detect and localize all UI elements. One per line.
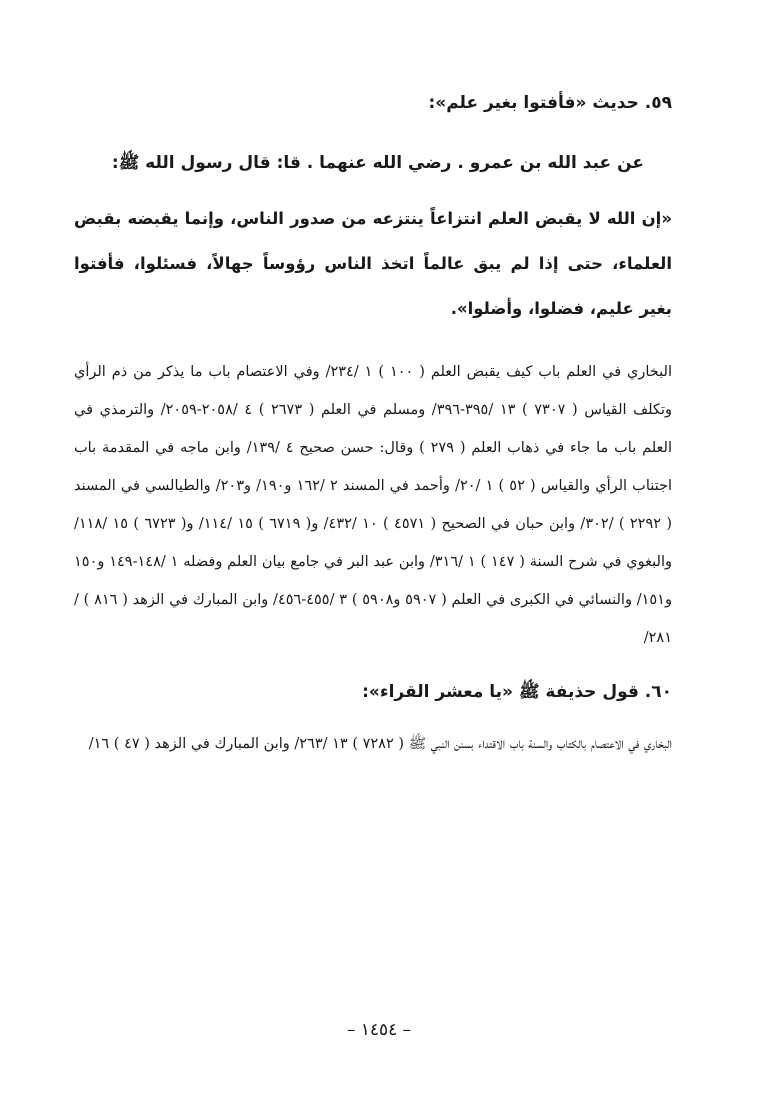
section-59-heading: ٥٩. حديث «فأفتوا بغير علم»: <box>428 93 672 113</box>
section-59-narrator: عن عبد الله بن عمرو . رضي الله عنهما . قا: قال رسول الله ﷺ: <box>111 153 644 173</box>
section-59-hadith-text: «إن الله لا يقبض العلم انتزاعاً ينتزعه من صدور الناس، وإنما يقبضه بقبض العلماء، حتى إذا لم يبق عالماً اتخذ الناس رؤوساً جهالاً، فسئلوا، فأفتوا بغير عليم، فضلوا، وأضلوا». <box>74 209 672 318</box>
section-60-takhrij: البخاري في الاعتصام بالكتاب والسنة باب الاقتداء بسنن النبي ﷺ ( ٧٢٨٢ ) ١٣ /٢٦٣/ وابن المبارك في الزهد ( ٤٧ ) ١٦/ <box>88 736 672 752</box>
page-number: – ١٤٥٤ – <box>346 1020 412 1040</box>
page-body <box>74 88 672 763</box>
section-60-heading: ٦٠. قول حذيفة ﷺ «يا معشر القراء»: <box>362 682 672 702</box>
section-59-takhrij: البخاري في العلم باب كيف يقبض العلم ( ١٠٠ ) ١ /٢٣٤/ وفي الاعتصام باب ما يذكر من ذم الرأي وتكلف القياس ( ٧٣٠٧ ) ١٣ /٣٩٥-٣٩٦/ ومسلم في العلم ( ٢٦٧٣ ) ٤ /٢٠٥٨-٢٠٥٩/ والترمذي في العلم باب ما جاء في ذهاب العلم ( ٢٧٩ ) وقال: حسن صحيح ٤ /١٣٩/ وابن ماجه في المقدمة باب اجتناب الرأي والقياس ( ٥٢ ) ١ /٢٠/ وأحمد في المسند ٢ /١٦٢ و١٩٠/ و٢٠٣/ والطيالسي في المسند ( ٢٢٩٢ ) /٣٠٢/ وابن حبان في الصحيح ( ٤٥٧١ ) ١٠ /٤٣٢/ و( ٦٧١٩ ) ١٥ /١١٤/ و( ٦٧٢٣ ) ١٥ /١١٨/ والبغوي في شرح السنة ( ١٤٧ ) ١ /٣١٦/ وابن عبد البر في جامع بيان العلم وفضله ١ /١٤٨-١٤٩ و١٥٠ و١٥١/ والنسائي في الكبرى في العلم ( ٥٩٠٧ و٥٩٠٨ ) ٣ /٤٥٥-٤٥٦/ وابن المبارك في الزهد ( ٨١٦ ) /٢٨١/ <box>74 364 673 646</box>
